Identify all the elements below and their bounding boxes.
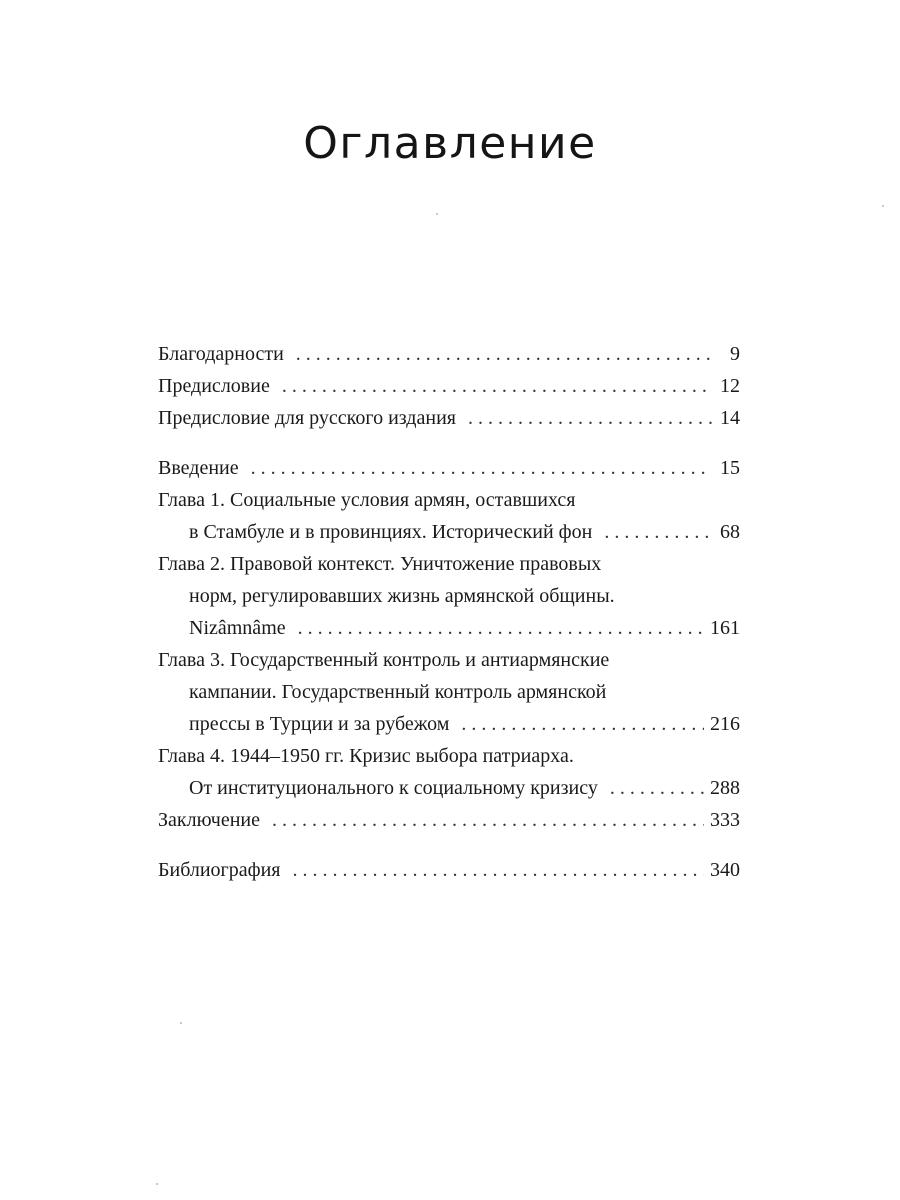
toc-entry-title: Библиография	[158, 859, 281, 881]
toc-page-number: 161	[710, 617, 740, 639]
toc-line	[158, 854, 740, 886]
toc-page-number: 12	[720, 375, 740, 397]
toc-entry-title: прессы в Турции и за рубежом	[189, 713, 450, 735]
toc-entry	[158, 370, 740, 402]
toc-entry-title: Предисловие	[158, 375, 270, 397]
toc-page-number: 333	[710, 809, 740, 831]
toc-entry	[158, 338, 740, 370]
toc-line	[158, 402, 740, 434]
toc-entry	[158, 402, 740, 434]
toc-entry	[158, 854, 740, 886]
table-of-contents	[158, 338, 740, 886]
toc-line: кампании. Государственный контроль армянской	[189, 681, 607, 703]
toc-line: Глава 4. 1944–1950 гг. Кризис выбора патриарха.	[158, 745, 574, 767]
toc-entry	[158, 804, 740, 836]
toc-entry-title: От институционального к социальному кризису	[189, 777, 598, 799]
toc-entry	[158, 644, 740, 740]
toc-line	[158, 708, 740, 740]
toc-page-number: 216	[710, 713, 740, 735]
toc-entry-title: Nizâmnâme	[189, 617, 286, 639]
dot-leader	[461, 708, 704, 740]
page-title: Оглавление	[303, 118, 597, 169]
toc-line	[158, 804, 740, 836]
dot-leader	[298, 612, 704, 644]
toc-page-number: 340	[710, 859, 740, 881]
toc-line	[158, 612, 740, 644]
dot-leader	[293, 854, 705, 886]
toc-line: Глава 3. Государственный контроль и антиармянские	[158, 649, 610, 671]
toc-page-number: 288	[710, 777, 740, 799]
dot-leader	[610, 772, 704, 804]
toc-line	[158, 338, 740, 370]
toc-entry	[158, 484, 740, 548]
toc-entry	[158, 548, 740, 644]
toc-line	[158, 516, 740, 548]
toc-page-number: 15	[720, 457, 740, 479]
dot-leader	[296, 338, 712, 370]
toc-line: Глава 2. Правовой контекст. Уничтожение правовых	[158, 553, 602, 575]
toc-line	[158, 370, 740, 402]
toc-entry	[158, 740, 740, 804]
toc-page-number: 9	[730, 343, 740, 365]
dot-leader	[282, 370, 712, 402]
scan-speck	[436, 213, 438, 215]
toc-line: норм, регулировавших жизнь армянской общины.	[189, 585, 615, 607]
toc-line: Глава 1. Социальные условия армян, оставшихся	[158, 489, 576, 511]
toc-entry-title: Предисловие для русского издания	[158, 407, 456, 429]
scan-speck	[180, 1022, 182, 1024]
toc-entry-title: Заключение	[158, 809, 260, 831]
toc-page-number: 68	[720, 521, 740, 543]
toc-line	[158, 772, 740, 804]
dot-leader	[251, 452, 712, 484]
toc-page-number: 14	[720, 407, 740, 429]
dot-leader	[604, 516, 712, 548]
toc-entry	[158, 452, 740, 484]
dot-leader	[468, 402, 712, 434]
dot-leader	[272, 804, 704, 836]
toc-line	[158, 452, 740, 484]
toc-entry-title: Благодарности	[158, 343, 284, 365]
toc-entry-title: в Стамбуле и в провинциях. Исторический фон	[189, 521, 593, 543]
scan-speck	[882, 205, 884, 207]
scan-speck	[156, 1183, 158, 1185]
toc-entry-title: Введение	[158, 457, 239, 479]
